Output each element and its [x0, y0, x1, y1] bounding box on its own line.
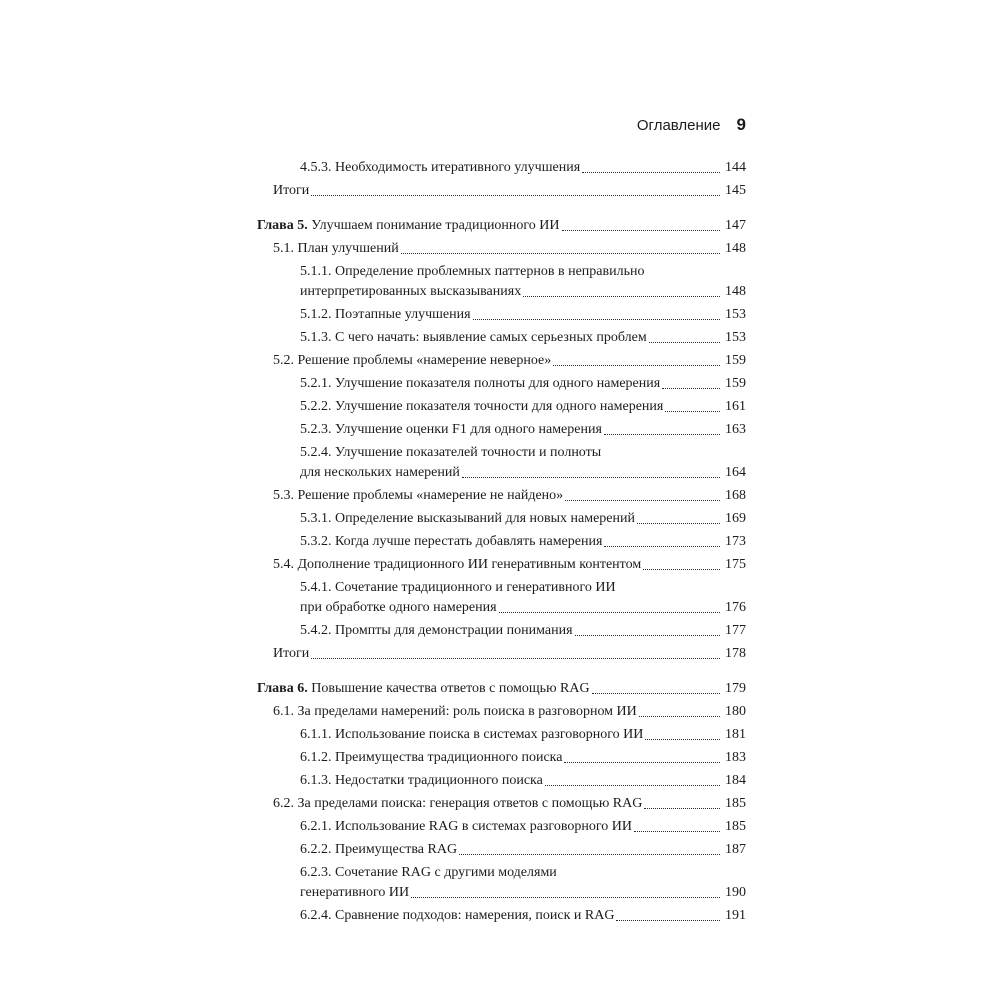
dot-leader	[473, 318, 720, 320]
toc-page-number: 183	[725, 750, 746, 765]
toc-entry-text: 6.1. За пределами намерений: роль поиска в разговорном ИИ	[273, 704, 637, 719]
toc-section-entry	[257, 644, 746, 664]
toc-subsection-entry	[257, 397, 746, 417]
toc-subsection-entry	[257, 328, 746, 348]
toc-subsection-entry	[257, 725, 746, 745]
dot-leader	[575, 634, 720, 636]
toc-entry-text: 6.2.2. Преимущества RAG	[300, 842, 458, 857]
toc-subsection-entry	[257, 621, 746, 641]
toc-page-number: 163	[725, 422, 746, 437]
toc-entry-text: Итоги	[273, 646, 310, 661]
toc-entry-text: Итоги	[273, 183, 310, 198]
toc-subsection-entry	[257, 906, 746, 926]
toc-entry-text: 5.2.1. Улучшение показателя полноты для одного намерения	[300, 376, 661, 391]
dot-leader	[459, 853, 720, 855]
dot-leader	[499, 611, 720, 613]
dot-leader	[644, 807, 720, 809]
chapter-label: Глава 6.	[257, 681, 308, 696]
toc-entry-title-line: 5.1.1. Определение проблемных паттернов в неправильно	[300, 264, 645, 279]
dot-leader	[582, 171, 720, 173]
toc-page-number: 180	[725, 704, 746, 719]
toc-page-number: 169	[725, 511, 746, 526]
toc-entry-text: для нескольких намерений	[300, 465, 460, 480]
dot-leader	[662, 387, 720, 389]
toc-page-number: 191	[725, 908, 746, 923]
toc-section-entry	[257, 351, 746, 371]
toc-entry-title	[273, 794, 642, 814]
running-head-title: Оглавление	[636, 117, 721, 134]
toc-entry-text: Повышение качества ответов с помощью RAG	[307, 681, 590, 696]
toc-entry-title	[300, 840, 457, 860]
toc-page-number: 181	[725, 727, 746, 742]
toc-entry-text: 6.2. За пределами поиска: генерация ответов с помощью RAG	[273, 796, 643, 811]
toc-page-number: 176	[725, 600, 746, 615]
toc-entry-title-line: 5.2.4. Улучшение показателей точности и полноты	[300, 445, 602, 460]
dot-leader	[592, 692, 720, 694]
toc-subsection-entry	[257, 443, 746, 483]
toc-page-number: 148	[725, 284, 746, 299]
toc-entry-title-line: 6.2.3. Сочетание RAG с другими моделями	[300, 865, 557, 880]
toc-entry-title	[300, 158, 580, 178]
toc-page-number: 145	[725, 183, 746, 198]
dot-leader	[311, 657, 720, 659]
toc-entry-title	[273, 644, 309, 664]
toc-page-number: 190	[725, 885, 746, 900]
toc-subsection-entry	[257, 305, 746, 325]
toc-section-entry	[257, 794, 746, 814]
toc-section-entry	[257, 239, 746, 259]
toc-entry-text: 5.1.3. С чего начать: выявление самых серьезных проблем	[300, 330, 647, 345]
toc-chapter-entry	[257, 216, 746, 236]
toc-page-number: 153	[725, 330, 746, 345]
table-of-contents	[257, 158, 746, 926]
dot-leader	[562, 229, 720, 231]
dot-leader	[565, 499, 720, 501]
toc-page-number: 178	[725, 646, 746, 661]
toc-page-number: 175	[725, 557, 746, 572]
toc-entry-title	[300, 598, 497, 618]
dot-leader	[523, 295, 720, 297]
toc-entry-text: 6.2.4. Сравнение подходов: намерения, поиск и RAG	[300, 908, 615, 923]
dot-leader	[553, 364, 720, 366]
toc-entry-title	[300, 532, 602, 552]
toc-entry-title	[300, 906, 614, 926]
toc-entry-text: 6.1.3. Недостатки традиционного поиска	[300, 773, 543, 788]
toc-entry-title	[273, 239, 399, 259]
toc-section-entry	[257, 555, 746, 575]
toc-entry-text: 5.1.2. Поэтапные улучшения	[300, 307, 471, 322]
toc-page-number: 147	[725, 218, 746, 233]
toc-entry-text: 5.4. Дополнение традиционного ИИ генеративным контентом	[273, 557, 642, 572]
toc-entry-text: 5.1. План улучшений	[273, 241, 399, 256]
toc-entry-title	[273, 486, 563, 506]
toc-entry-title	[300, 509, 635, 529]
toc-entry-text: 5.4.2. Промпты для демонстрации понимания	[300, 623, 573, 638]
dot-leader	[645, 738, 720, 740]
toc-subsection-entry	[257, 374, 746, 394]
toc-entry-title	[273, 181, 309, 201]
toc-entry-text: 6.1.1. Использование поиска в системах разговорного ИИ	[300, 727, 644, 742]
dot-leader	[634, 830, 720, 832]
toc-entry-title-line: 5.4.1. Сочетание традиционного и генеративного ИИ	[300, 580, 616, 595]
page-number: 9	[736, 115, 746, 134]
toc-page-number: 159	[725, 376, 746, 391]
toc-subsection-entry	[257, 262, 746, 302]
dot-leader	[643, 568, 720, 570]
toc-entry-title	[300, 305, 471, 325]
toc-subsection-entry	[257, 158, 746, 178]
dot-leader	[311, 194, 720, 196]
toc-page-number: 159	[725, 353, 746, 368]
toc-subsection-entry	[257, 420, 746, 440]
toc-page-number: 187	[725, 842, 746, 857]
toc-entry-text: интерпретированных высказываниях	[300, 284, 522, 299]
toc-entry-title	[300, 725, 643, 745]
toc-entry-title	[300, 374, 660, 394]
toc-page-number: 153	[725, 307, 746, 322]
toc-section-entry	[257, 181, 746, 201]
toc-entry-title	[300, 282, 521, 302]
toc-entry-title	[300, 883, 409, 903]
toc-section-entry	[257, 702, 746, 722]
toc-entry-text: Улучшаем понимание традиционного ИИ	[307, 218, 560, 233]
toc-entry-text: 5.2. Решение проблемы «намерение неверное»	[273, 353, 552, 368]
dot-leader	[545, 784, 720, 786]
dot-leader	[637, 522, 720, 524]
toc-page-number: 179	[725, 681, 746, 696]
toc-page-number: 173	[725, 534, 746, 549]
toc-page-number: 184	[725, 773, 746, 788]
toc-page-number: 161	[725, 399, 746, 414]
toc-entry-text: 5.2.3. Улучшение оценки F1 для одного намерения	[300, 422, 602, 437]
toc-page-number: 164	[725, 465, 746, 480]
toc-entry-title	[300, 748, 562, 768]
toc-entry-title	[300, 463, 460, 483]
toc-subsection-entry	[257, 840, 746, 860]
toc-entry-title	[300, 397, 663, 417]
dot-leader	[564, 761, 720, 763]
toc-page-number: 168	[725, 488, 746, 503]
toc-subsection-entry	[257, 509, 746, 529]
toc-chapter-entry	[257, 679, 746, 699]
toc-entry-title	[273, 351, 551, 371]
chapter-label: Глава 5.	[257, 218, 308, 233]
toc-subsection-entry	[257, 748, 746, 768]
toc-entry-text: 5.3.1. Определение высказываний для новых намерений	[300, 511, 635, 526]
toc-page-number: 185	[725, 796, 746, 811]
toc-subsection-entry	[257, 863, 746, 903]
dot-leader	[639, 715, 720, 717]
toc-entry-text: генеративного ИИ	[300, 885, 410, 900]
toc-entry-text: 5.3. Решение проблемы «намерение не найдено»	[273, 488, 564, 503]
dot-leader	[616, 919, 720, 921]
toc-page-number: 144	[725, 160, 746, 175]
toc-entry-title	[273, 702, 637, 722]
dot-leader	[604, 545, 720, 547]
toc-entry-title	[300, 328, 647, 348]
toc-page-number: 177	[725, 623, 746, 638]
toc-subsection-entry	[257, 532, 746, 552]
toc-page-number: 185	[725, 819, 746, 834]
dot-leader	[462, 476, 720, 478]
toc-entry-title	[273, 555, 641, 575]
toc-subsection-entry	[257, 771, 746, 791]
toc-entry-title	[257, 216, 560, 236]
toc-subsection-entry	[257, 817, 746, 837]
dot-leader	[604, 433, 720, 435]
toc-entry-title	[300, 817, 632, 837]
dot-leader	[401, 252, 720, 254]
toc-section-entry	[257, 486, 746, 506]
toc-entry-text: 5.2.2. Улучшение показателя точности для одного намерения	[300, 399, 664, 414]
toc-entry-text: 4.5.3. Необходимость итеративного улучшения	[300, 160, 581, 175]
toc-entry-title	[257, 679, 590, 699]
toc-entry-text: при обработке одного намерения	[300, 600, 497, 615]
toc-entry-title	[300, 621, 573, 641]
dot-leader	[649, 341, 720, 343]
toc-entry-text: 6.2.1. Использование RAG в системах разговорного ИИ	[300, 819, 632, 834]
running-head	[637, 115, 746, 135]
toc-subsection-entry	[257, 578, 746, 618]
dot-leader	[411, 896, 720, 898]
toc-entry-text: 5.3.2. Когда лучше перестать добавлять намерения	[300, 534, 603, 549]
dot-leader	[665, 410, 720, 412]
toc-entry-title	[300, 420, 602, 440]
toc-entry-title	[300, 771, 543, 791]
toc-page-number: 148	[725, 241, 746, 256]
toc-entry-text: 6.1.2. Преимущества традиционного поиска	[300, 750, 563, 765]
